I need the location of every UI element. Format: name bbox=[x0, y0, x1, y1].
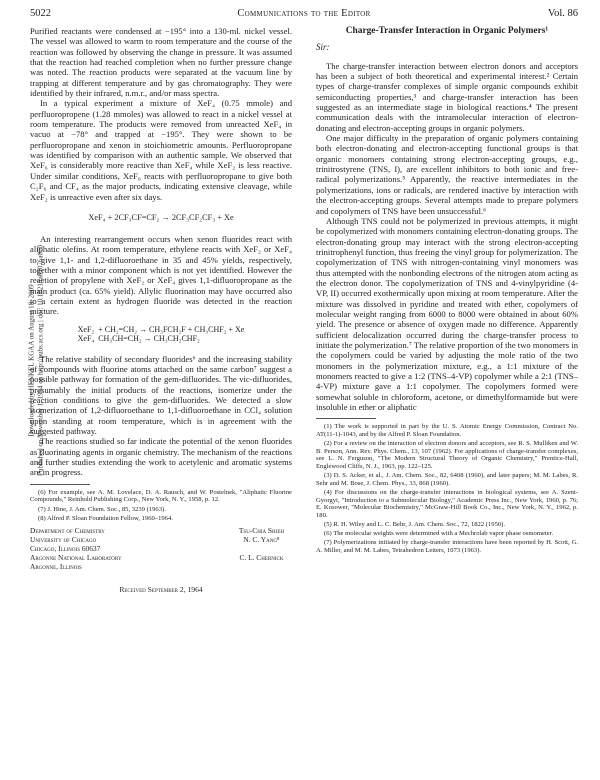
footnote: (6) The molecular weights were determined with a Mechrolab vapor phase osmometer. bbox=[324, 530, 554, 538]
propylene-reaction: CH₃CH=CH₂ → CH₃CH₂CHF₂ bbox=[98, 334, 200, 344]
page-header bbox=[30, 8, 578, 20]
author-name: Tsu-Chia Shieh bbox=[238, 526, 284, 536]
footnote: (3) D. S. Acker, et al., J. Am. Chem. Soc., 82, 6408 (1960), and later papers; M. M. Labes, R. Sehr and M. Bose, J. Chem. Phys., 33, 868 (1960). bbox=[316, 472, 578, 487]
affiliation bbox=[30, 527, 122, 572]
reactant-label: XeF₄ bbox=[77, 334, 95, 344]
volume-label: Vol. 86 bbox=[547, 8, 578, 19]
paragraph: The relative stability of secondary fluorides⁶ and the increasing stability of compounds with fluorine atoms attached on the same carbon⁷ suggest a possible pathway for formation of the gem-difluorides. The vic-difluorides, presumably the initial products of the reactions, isomerize under the reaction conditions to give the gem-difluorides. We detected a slow isomerization of 1,2-difluoroethane to 1,1-difluoroethane in CCl₄ solution upon standing at room temperature, which is in agreement with the suggested pathway. bbox=[30, 353, 292, 436]
paragraph: The reactions studied so far indicate the potential of the xenon fluorides as fluorinating agents in organic chemistry. The mechanism of the reactions and further studies extending the work to acetylenic and aromatic systems are in progress. bbox=[30, 436, 292, 478]
right-column bbox=[316, 26, 578, 556]
footnote: (6) For example, see A. M. Lovelace, D. A. Rausch, and W. Postelnek, "Aliphatic Fluorine Compounds," Reinhold Publishing Corp., New York, N. Y., 1958, p. 12. bbox=[30, 488, 292, 504]
download-note-line: Downloaded by HENKEL KGAA on August 18, 2009 bbox=[27, 284, 36, 437]
footnote: (4) For discussions on the charge-transfer interactions in biological systems, see A. Szent-Gyorgyi, "Introduction to a Submolecular Biology," Academic Press Inc., New York, 1960, p. 76; E. Kosower, "Molecular Biochemistry," McGraw-Hill Book Co., Inc., New York, N. Y., 1962, p. 180. bbox=[316, 488, 578, 519]
footnote: (7) Polymerizations initiated by charge-transfer interactions have been reported by H. Scott, G. A. Miller, and M. M. Labes, Tetrahedron Letters, 1073 (1963). bbox=[316, 539, 578, 554]
paragraph: Purified reactants were condensed at −195° into a 130-ml. nickel vessel. The vessel was allowed to warm to room temperature and the course of the reaction was followed by observing the change in pressure. It was assumed that the reaction had reached completion when no further pressure change was noted. The reaction products were separated at the vacuum line by trapping at different temperature and by gas chromatography. They were identified by their infrared, n.m.r., and/or mass spectra. bbox=[30, 26, 292, 99]
affiliation-line: Argonne, Illinois bbox=[30, 561, 82, 571]
right-footnotes bbox=[316, 423, 578, 554]
footnote: (7) J. Hine, J. Am. Chem. Soc., 85, 3239 (1963). bbox=[38, 505, 166, 513]
page-number: 5022 bbox=[30, 8, 51, 19]
footnote: (2) For a review on the interaction of electron donors and acceptors, see R. S. Mulliken and W. B. Person, Ann. Rev. Phys. Chem., 13, 107 (1962). For applications of charge-transfer complexes, see L. N. Ferguson, "The Modern Structural Theory of Organic Chemistry," Prentice-Hall, Englewood Cliffs, N. J., 1963, pp. 122–125. bbox=[316, 440, 578, 470]
affiliation-line: Department of Chemistry bbox=[30, 526, 105, 536]
equation-perfluoropropene: XeF₄ + 2CF₃CF=CF₂ → 2CF₃CF₂CF₃ + Xe bbox=[88, 212, 234, 222]
article-title: Charge-Transfer Interaction in Organic Polymers¹ bbox=[345, 26, 549, 36]
paragraph: In a typical experiment a mixture of XeF₄ (0.75 mmole) and perfluoropropene (1.28 mmoles) was allowed to react in a nickel vessel at room temperature. The products were removed from unreacted XeF₄ in vacuo at −78° and trapped at −195°. They were shown to be perfluoropropane and xenon in stoichiometric amounts. Perfluoropropane was identified by comparison with an authentic sample. We observed that XeF₆ is considerably more reactive than XeF₄ while XeF₂ is less reactive. Under similar conditions, XeF₆ reacts with perfluoropropane to give both C₂F₆ and CF₄ as the major products, indicating extensive cleavage, while XeF₂ is unreactive even after six days. bbox=[30, 98, 292, 202]
footnote-divider bbox=[316, 418, 376, 419]
authors bbox=[239, 527, 284, 563]
paragraph: Although TNS could not be polymerized in previous attempts, it might be copolymerized with monomers containing electron-donating groups. The electron-donating group may interact with the strong electron-accepting trinitrophenyl function, thus freeing the vinyl group for polymerization. The copolymerization of TNS with nitrogen-containing vinyl monomers was thus attempted with the nonbonding electrons of the nitrogen atom acting as the electron donor. The copolymerization of TNS and 4-vinylpyridine (4-VP, II) occurred exothermically upon mixing at room temperature. After the mixture was dissolved in pyridine and treated with ether, copolymers of molecular weight ranging from 6000 to 8000 were obtained in about 60% yield. The presence or absence of oxygen made no difference. Apparently sufficient delocalization occurred during the charge-transfer process to initiate the polymerization.⁷ The relative proportion of the two monomers in the copolymers could be varied by adjusting the mole ratio of the two monomers in the polymerization mixture, e.g., a 1:1 mixture of the monomers reacted to give a 1:2 (TNS–4-VP) copolymer while a 2:1 (TNS–4-VP) mixture gave a 1:1 copolymer. The copolymers formed were somewhat soluble in chloroform, acetone, or dimethylformamide but were insoluble in ether or aliphatic bbox=[316, 215, 578, 413]
footnote: (1) The work is supported in part by the U. S. Atomic Energy Commission, Contract No. AT(11-1)-1043, and by the Alfred P. Sloan Foundation. bbox=[316, 423, 578, 438]
author-name: C. L. Chernick bbox=[239, 553, 284, 563]
reactant-label: XeF₂ bbox=[77, 324, 95, 334]
received-date: Received September 2, 1964 bbox=[119, 585, 203, 595]
left-column bbox=[27, 26, 292, 596]
paragraph: One major difficulty in the preparation of organic polymers containing both electron-donating and electron-accepting functional groups is that organic monomers containing strong electron-accepting groups, e.g., trinitrostyrene (TNS, I), are excellent inhibitors to both ionic and free-radical polymerizations.⁵ Apparently, the reactive intermediates in the polymerizations, ions or radicals, are rendered inactive by interaction with the electron-accepting groups. Several attempts made to prepare polymers and copolymers of TNS have been unsuccessful.⁶ bbox=[316, 133, 578, 216]
footnote: (5) R. H. Wiley and L. C. Behr, J. Am. Chem. Soc., 72, 1822 (1950). bbox=[324, 520, 506, 528]
affiliation-line: Argonne National Laboratory bbox=[30, 553, 122, 562]
paragraph: An interesting rearrangement occurs when xenon fluorides react with aliphatic olefins. At room temperature, ethylene reacts with XeF₂ or XeF₄ to give 1,1- and 1,2-difluoroethane in 35 and 45% yields, respectively, together with a minor component which is not yet identified. However the reaction of propylene with XeF₂ or XeF₄ gives 1,1-difluoropropane as the main product (ca. 65% yield). Allylic fluorination may have occurred also to a certain extent as hydrogen fluoride was detected in the reaction mixture. bbox=[30, 233, 292, 317]
doi-note-line: Published on November 1, 1964 on http://pubs.acs.org | doi: 10.1021/ja01076a070 bbox=[36, 245, 44, 476]
author-name: N. C. Yang⁸ bbox=[243, 535, 280, 545]
affiliation-line: Chicago, Illinois 60637 bbox=[30, 544, 101, 554]
journal-section-title: Communications to the Editor bbox=[237, 8, 371, 19]
affiliation-line: University of Chicago bbox=[30, 535, 97, 545]
footnote-divider bbox=[30, 484, 90, 485]
signature-block bbox=[30, 527, 292, 583]
footnote: (8) Alfred P. Sloan Foundation Fellow, 1960–1964. bbox=[38, 514, 173, 522]
paragraph: The charge-transfer interaction between electron donors and acceptors has been a subject of both theoretical and experimental interest.² Certain types of charge-transfer complexes of simple organic compounds exhibit semiconducting properties,³ and charge-transfer interaction has been suggested as an intermediate stage in biological reactions.⁴ The present communication deals with the intramolecular interaction of electron-donating and electron-accepting groups in organic polymers. bbox=[316, 60, 578, 133]
equation-olefins bbox=[30, 325, 292, 344]
salutation: Sir: bbox=[316, 42, 330, 53]
left-footnotes bbox=[30, 489, 292, 523]
ethylene-reaction: + CH₂=CH₂ → CH₃FCH₂F + CH₃CHF₂ + Xe bbox=[98, 324, 245, 334]
